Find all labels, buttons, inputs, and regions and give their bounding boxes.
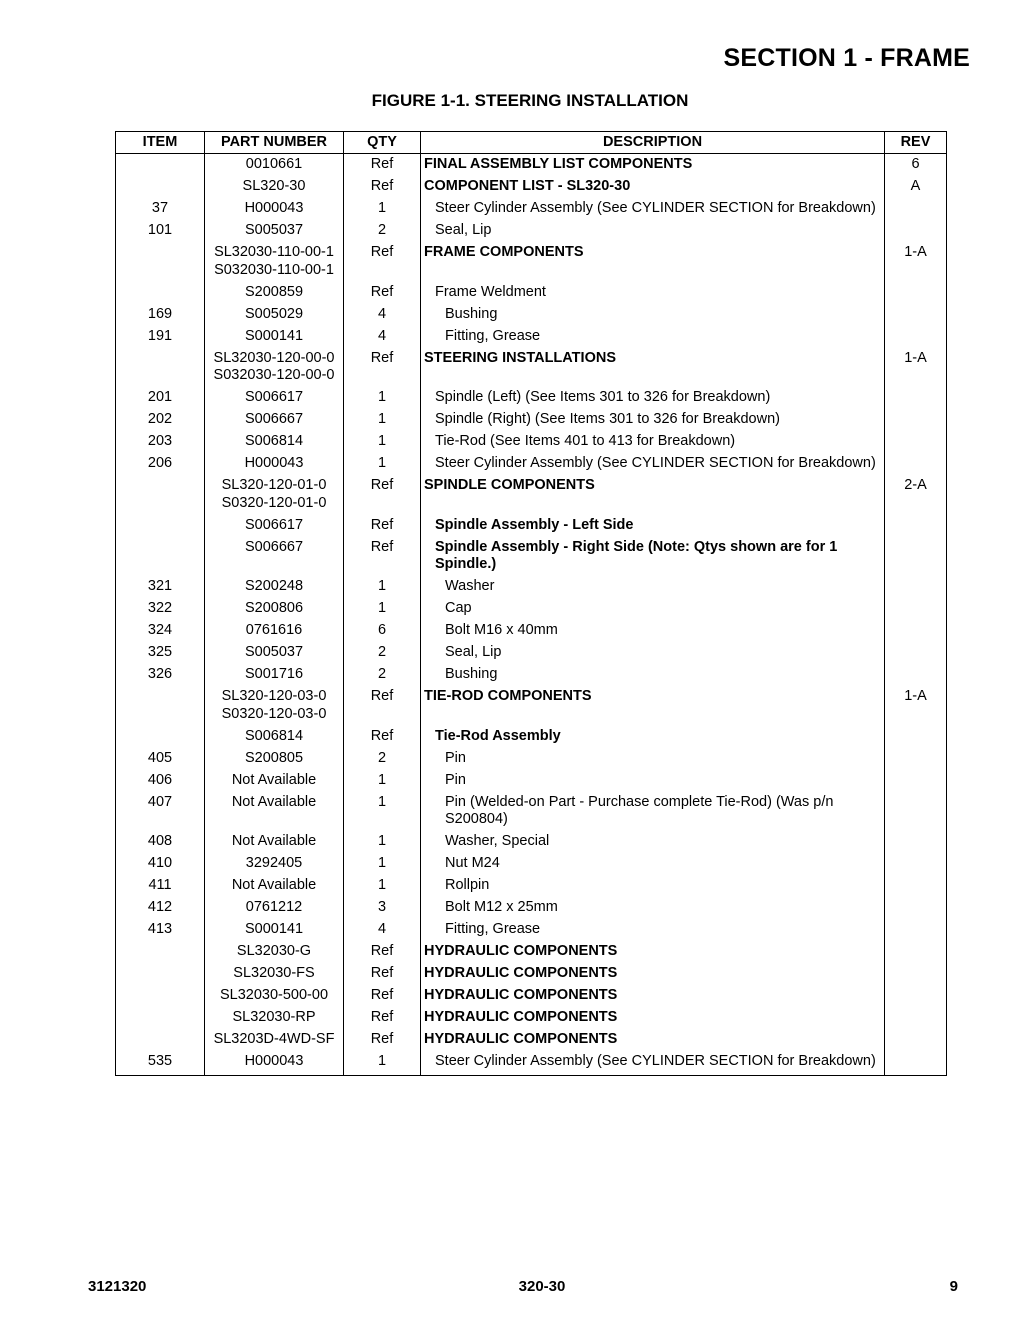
table-row [116,282,947,304]
cell-rev [885,620,947,642]
cell-qty: 1 [344,576,421,598]
cell-item [116,985,205,1007]
cell-rev: 1-A [885,348,947,388]
cell-part-number: S000141 [205,326,344,348]
cell-part-number: S005029 [205,304,344,326]
cell-rev: 1-A [885,686,947,726]
cell-item [116,348,205,388]
cell-part-number: Not Available [205,770,344,792]
cell-part-number: S000141 [205,919,344,941]
column-header-item: ITEM [116,132,205,154]
cell-description: Bolt M16 x 40mm [421,620,885,642]
cell-qty: 4 [344,326,421,348]
cell-item: 407 [116,792,205,832]
cell-rev [885,748,947,770]
cell-part-number: H000043 [205,198,344,220]
cell-description: Seal, Lip [421,642,885,664]
cell-part-number: S006617 [205,515,344,537]
cell-qty: Ref [344,515,421,537]
cell-part-number: H000043 [205,1051,344,1075]
table-row [116,686,947,726]
cell-description: Bushing [421,304,885,326]
cell-description: Fitting, Grease [421,919,885,941]
cell-part-number: 0010661 [205,154,344,177]
cell-part-number: S200806 [205,598,344,620]
table-row [116,1007,947,1029]
cell-qty: Ref [344,537,421,577]
cell-qty: Ref [344,686,421,726]
table-row [116,176,947,198]
cell-part-number: S005037 [205,642,344,664]
cell-part-number: Not Available [205,875,344,897]
cell-item: 321 [116,576,205,598]
table-row [116,198,947,220]
cell-rev [885,792,947,832]
column-header-description: DESCRIPTION [421,132,885,154]
cell-rev [885,963,947,985]
cell-rev: 6 [885,154,947,177]
parts-table [115,131,947,1076]
cell-description: HYDRAULIC COMPONENTS [421,941,885,963]
cell-item: 413 [116,919,205,941]
cell-qty: 2 [344,642,421,664]
cell-qty: 1 [344,792,421,832]
table-row [116,875,947,897]
cell-qty: 1 [344,431,421,453]
table-row [116,985,947,1007]
cell-qty: 1 [344,1051,421,1075]
cell-description: Bolt M12 x 25mm [421,897,885,919]
cell-rev [885,453,947,475]
cell-qty: 1 [344,387,421,409]
cell-qty: 4 [344,919,421,941]
cell-item [116,176,205,198]
table-row [116,453,947,475]
cell-rev [885,1051,947,1075]
cell-part-number: Not Available [205,831,344,853]
cell-qty: 6 [344,620,421,642]
cell-rev [885,875,947,897]
table-row [116,1051,947,1075]
cell-part-number: SL32030-120-00-0 S032030-120-00-0 [205,348,344,388]
column-header-qty: QTY [344,132,421,154]
cell-rev [885,220,947,242]
cell-qty: Ref [344,941,421,963]
cell-part-number: S200805 [205,748,344,770]
cell-item: 412 [116,897,205,919]
cell-rev [885,770,947,792]
table-row [116,770,947,792]
cell-part-number: S001716 [205,664,344,686]
cell-part-number: SL320-120-03-0 S0320-120-03-0 [205,686,344,726]
table-row [116,576,947,598]
cell-qty: Ref [344,963,421,985]
cell-rev [885,919,947,941]
cell-description: STEERING INSTALLATIONS [421,348,885,388]
table-row [116,919,947,941]
cell-rev [885,985,947,1007]
cell-description: Washer [421,576,885,598]
table-row [116,897,947,919]
cell-qty: Ref [344,985,421,1007]
cell-description: HYDRAULIC COMPONENTS [421,1007,885,1029]
cell-rev [885,387,947,409]
column-header-part-number: PART NUMBER [205,132,344,154]
cell-part-number: SL320-120-01-0 S0320-120-01-0 [205,475,344,515]
cell-rev [885,642,947,664]
table-row [116,304,947,326]
cell-item: 410 [116,853,205,875]
cell-rev: 1-A [885,242,947,282]
cell-part-number: SL32030-RP [205,1007,344,1029]
table-row [116,242,947,282]
table-row [116,963,947,985]
cell-qty: 1 [344,875,421,897]
cell-description: Rollpin [421,875,885,897]
cell-item: 324 [116,620,205,642]
table-row [116,431,947,453]
cell-description: HYDRAULIC COMPONENTS [421,963,885,985]
cell-rev [885,537,947,577]
cell-rev [885,831,947,853]
cell-description: Washer, Special [421,831,885,853]
cell-rev [885,282,947,304]
cell-qty: 1 [344,198,421,220]
table-row [116,664,947,686]
cell-rev [885,726,947,748]
cell-qty: Ref [344,176,421,198]
cell-part-number: S006667 [205,409,344,431]
cell-description: Spindle Assembly - Right Side (Note: Qtys shown are for 1 Spindle.) [421,537,885,577]
cell-item: 322 [116,598,205,620]
cell-qty: 1 [344,453,421,475]
cell-description: Nut M24 [421,853,885,875]
cell-item [116,282,205,304]
cell-rev [885,198,947,220]
table-row [116,792,947,832]
cell-rev [885,1029,947,1051]
table-row [116,598,947,620]
cell-qty: 1 [344,409,421,431]
table-row [116,515,947,537]
cell-item [116,515,205,537]
cell-item [116,963,205,985]
cell-qty: 1 [344,598,421,620]
table-row [116,726,947,748]
cell-qty: Ref [344,1007,421,1029]
section-title: SECTION 1 - FRAME [723,44,970,72]
cell-description: FRAME COMPONENTS [421,242,885,282]
cell-item [116,1007,205,1029]
cell-qty: Ref [344,1029,421,1051]
cell-part-number: S200859 [205,282,344,304]
cell-qty: 4 [344,304,421,326]
cell-rev: 2-A [885,475,947,515]
cell-rev [885,598,947,620]
cell-rev [885,409,947,431]
cell-part-number: SL32030-110-00-1 S032030-110-00-1 [205,242,344,282]
cell-rev [885,1007,947,1029]
table-row [116,620,947,642]
table-row [116,642,947,664]
cell-qty: 2 [344,664,421,686]
cell-rev: A [885,176,947,198]
cell-item [116,941,205,963]
cell-part-number: S200248 [205,576,344,598]
cell-qty: 1 [344,770,421,792]
cell-part-number: S006814 [205,726,344,748]
cell-description: Steer Cylinder Assembly (See CYLINDER SECTION for Breakdown) [421,1051,885,1075]
table-header-row [116,132,947,154]
cell-qty: 3 [344,897,421,919]
cell-part-number: S006667 [205,537,344,577]
cell-description: Pin (Welded-on Part - Purchase complete Tie-Rod) (Was p/n S200804) [421,792,885,832]
cell-description: Pin [421,748,885,770]
cell-item [116,686,205,726]
cell-qty: Ref [344,726,421,748]
cell-description: COMPONENT LIST - SL320-30 [421,176,885,198]
cell-part-number: SL32030-FS [205,963,344,985]
cell-item: 101 [116,220,205,242]
cell-item: 405 [116,748,205,770]
cell-description: Fitting, Grease [421,326,885,348]
cell-qty: 2 [344,748,421,770]
cell-description: Steer Cylinder Assembly (See CYLINDER SECTION for Breakdown) [421,198,885,220]
cell-item: 201 [116,387,205,409]
cell-description: Frame Weldment [421,282,885,304]
cell-item [116,1029,205,1051]
cell-item: 202 [116,409,205,431]
table-row [116,154,947,177]
cell-rev [885,664,947,686]
cell-qty: Ref [344,154,421,177]
cell-item: 206 [116,453,205,475]
cell-qty: 1 [344,853,421,875]
cell-qty: 1 [344,831,421,853]
cell-description: Tie-Rod Assembly [421,726,885,748]
cell-description: Steer Cylinder Assembly (See CYLINDER SECTION for Breakdown) [421,453,885,475]
cell-item: 325 [116,642,205,664]
table-row [116,831,947,853]
cell-part-number: SL3203D-4WD-SF [205,1029,344,1051]
column-header-rev: REV [885,132,947,154]
cell-rev [885,515,947,537]
cell-rev [885,853,947,875]
cell-qty: Ref [344,475,421,515]
table-row [116,748,947,770]
cell-item: 406 [116,770,205,792]
table-row [116,1029,947,1051]
table-row [116,475,947,515]
cell-item [116,537,205,577]
cell-description: SPINDLE COMPONENTS [421,475,885,515]
cell-item [116,475,205,515]
cell-rev [885,941,947,963]
cell-description: FINAL ASSEMBLY LIST COMPONENTS [421,154,885,177]
cell-rev [885,326,947,348]
cell-part-number: S006617 [205,387,344,409]
cell-description: Bushing [421,664,885,686]
table-row [116,537,947,577]
cell-part-number: S005037 [205,220,344,242]
cell-part-number: 3292405 [205,853,344,875]
cell-part-number: H000043 [205,453,344,475]
cell-qty: 2 [344,220,421,242]
cell-rev [885,304,947,326]
footer-page-number: 9 [949,1278,958,1295]
cell-rev [885,576,947,598]
table-row [116,941,947,963]
table-row [116,326,947,348]
cell-part-number: SL320-30 [205,176,344,198]
cell-part-number: Not Available [205,792,344,832]
cell-item: 326 [116,664,205,686]
cell-description: HYDRAULIC COMPONENTS [421,985,885,1007]
cell-item [116,726,205,748]
table-row [116,348,947,388]
cell-part-number: SL32030-G [205,941,344,963]
cell-rev [885,431,947,453]
cell-description: TIE-ROD COMPONENTS [421,686,885,726]
cell-part-number: 0761616 [205,620,344,642]
table-row [116,853,947,875]
footer-doc-number: 3121320 [88,1278,147,1295]
cell-description: Tie-Rod (See Items 401 to 413 for Breakdown) [421,431,885,453]
cell-description: Spindle (Left) (See Items 301 to 326 for Breakdown) [421,387,885,409]
cell-description: Seal, Lip [421,220,885,242]
cell-qty: Ref [344,348,421,388]
figure-title: FIGURE 1-1. STEERING INSTALLATION [371,91,689,110]
cell-part-number: SL32030-500-00 [205,985,344,1007]
table-row [116,387,947,409]
cell-qty: Ref [344,242,421,282]
cell-item: 408 [116,831,205,853]
cell-item: 203 [116,431,205,453]
footer-model: 320-30 [518,1278,566,1295]
cell-description: Pin [421,770,885,792]
cell-description: Spindle (Right) (See Items 301 to 326 for Breakdown) [421,409,885,431]
table-row [116,220,947,242]
cell-item [116,242,205,282]
cell-description: Spindle Assembly - Left Side [421,515,885,537]
table-row [116,409,947,431]
cell-part-number: S006814 [205,431,344,453]
cell-item: 411 [116,875,205,897]
cell-qty: Ref [344,282,421,304]
cell-description: Cap [421,598,885,620]
cell-item: 169 [116,304,205,326]
cell-description: HYDRAULIC COMPONENTS [421,1029,885,1051]
cell-item [116,154,205,177]
parts-table-body [116,154,947,1076]
cell-rev [885,897,947,919]
cell-item: 37 [116,198,205,220]
cell-item: 191 [116,326,205,348]
cell-item: 535 [116,1051,205,1075]
cell-part-number: 0761212 [205,897,344,919]
